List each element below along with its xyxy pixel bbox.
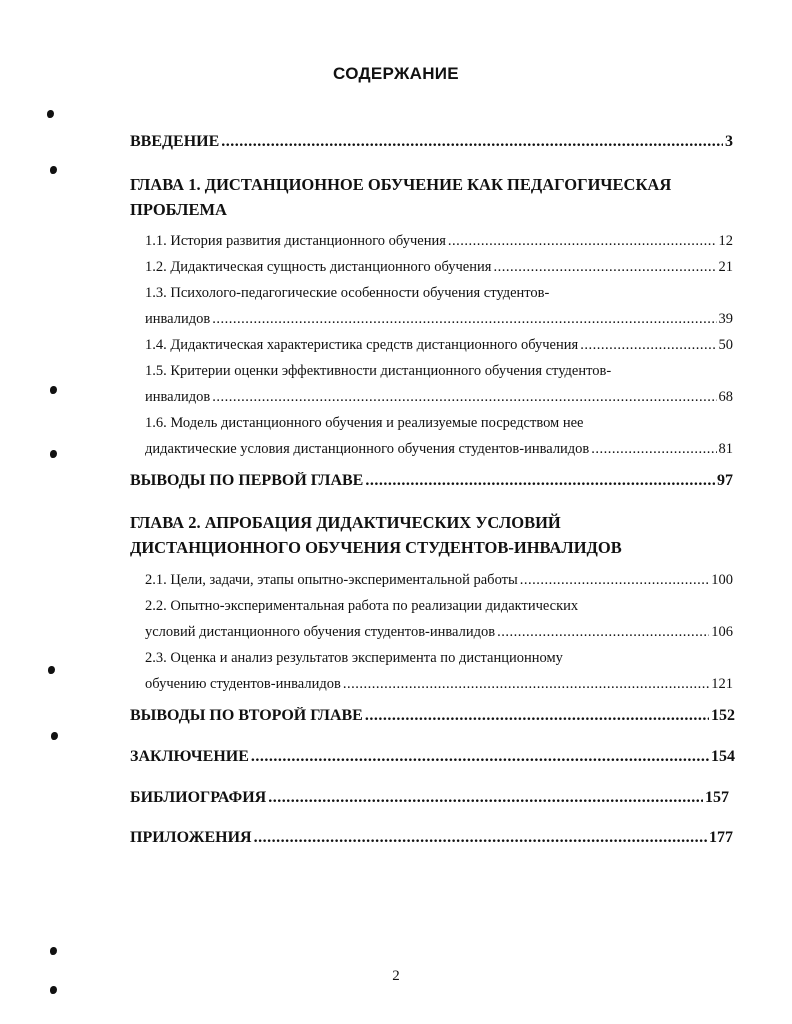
page-title: СОДЕРЖАНИЕ [333,64,459,83]
leader-dots [251,748,709,766]
page-number: 2 [392,968,400,984]
toc-entry-appendices [130,829,733,847]
toc-entry-label: обучению студентов-инвалидов [145,676,341,692]
toc-entry-chapter2-conclusions [130,707,735,725]
chapter2-heading-line1: ГЛАВА 2. АПРОБАЦИЯ ДИДАКТИЧЕСКИХ УСЛОВИЙ [130,513,561,532]
toc-entry-1-1 [145,233,733,250]
toc-entry-introduction [130,133,733,151]
toc-page-number: 21 [718,259,733,275]
toc-entry-label: 1.1. История развития дистанционного обучения [145,233,446,249]
toc-entry-label: условий дистанционного обучения студентов-инвалидов [145,624,496,640]
toc-entry-1-6 [145,441,733,458]
leader-dots [448,233,717,250]
toc-page-number: 157 [705,789,729,806]
toc-entry-label: ВВЕДЕНИЕ [130,133,220,150]
toc-entry-1-2 [145,259,733,276]
toc-entry-2-1 [145,572,733,589]
toc-entry-2-3-line1: 2.3. Оценка и анализ результатов эксперимента по дистанционному [145,650,563,666]
leader-dots [221,133,723,151]
toc-entry-label: 1.4. Дидактическая характеристика средств дистанционного обучения [145,337,579,353]
toc-entry-label: ВЫВОДЫ ПО ВТОРОЙ ГЛАВЕ [130,707,363,724]
toc-page-number: 12 [718,233,733,249]
toc-page-number: 106 [711,624,733,640]
toc-entry-label: ВЫВОДЫ ПО ПЕРВОЙ ГЛАВЕ [130,472,364,489]
toc-entry-label: БИБЛИОГРАФИЯ [130,789,267,806]
leader-dots [268,789,703,807]
toc-entry-label: инвалидов [145,389,211,405]
toc-page-number: 100 [711,572,733,588]
toc-entry-conclusion [130,748,735,766]
toc-page-number: 177 [709,829,733,846]
toc-page-number: 121 [711,676,733,692]
toc-entry-1-3-line1: 1.3. Психолого-педагогические особенности обучения студентов- [145,285,550,301]
toc-entry-2-2 [145,624,733,641]
toc-page-number: 152 [711,707,735,724]
leader-dots [254,829,707,847]
toc-page-number: 50 [718,337,733,353]
leader-dots [591,441,716,458]
chapter1-heading-line1: ГЛАВА 1. ДИСТАНЦИОННОЕ ОБУЧЕНИЕ КАК ПЕДАГОГИЧЕСКАЯ [130,175,672,194]
leader-dots [580,337,716,354]
toc-entry-label: 2.1. Цели, задачи, этапы опытно-экспериментальной работы [145,572,518,588]
leader-dots [365,472,715,490]
toc-page-number: 3 [725,133,733,150]
toc-entry-1-6-line1: 1.6. Модель дистанционного обучения и реализуемые посредством нее [145,415,584,431]
toc-page-number: 81 [718,441,733,457]
toc-page-number: 39 [718,311,733,327]
toc-entry-label: ПРИЛОЖЕНИЯ [130,829,252,846]
toc-entry-chapter1-conclusions [130,472,733,490]
toc-entry-label: дидактические условия дистанционного обучения студентов-инвалидов [145,441,590,457]
leader-dots [212,389,716,406]
leader-dots [343,676,709,693]
leader-dots [520,572,710,589]
leader-dots [365,707,709,725]
toc-entry-2-2-line1: 2.2. Опытно-экспериментальная работа по реализации дидактических [145,598,579,614]
toc-entry-bibliography [130,789,729,807]
toc-entry-1-3 [145,311,733,328]
toc-entry-1-5-line1: 1.5. Критерии оценки эффективности дистанционного обучения студентов- [145,363,612,379]
toc-entry-1-4 [145,337,733,354]
toc-entry-label: 1.2. Дидактическая сущность дистанционного обучения [145,259,492,275]
toc-page-number: 154 [711,748,735,765]
toc-entry-label: инвалидов [145,311,211,327]
leader-dots [497,624,709,641]
leader-dots [493,259,716,276]
chapter2-heading-line2: ДИСТАНЦИОННОГО ОБУЧЕНИЯ СТУДЕНТОВ-ИНВАЛИДОВ [130,538,622,557]
toc-entry-2-3 [145,676,733,693]
toc-entry-label: ЗАКЛЮЧЕНИЕ [130,748,249,765]
toc-entry-1-5 [145,389,733,406]
leader-dots [212,311,716,328]
toc-page-number: 97 [717,472,733,489]
chapter1-heading-line2: ПРОБЛЕМА [130,200,227,219]
toc-page-number: 68 [718,389,733,405]
